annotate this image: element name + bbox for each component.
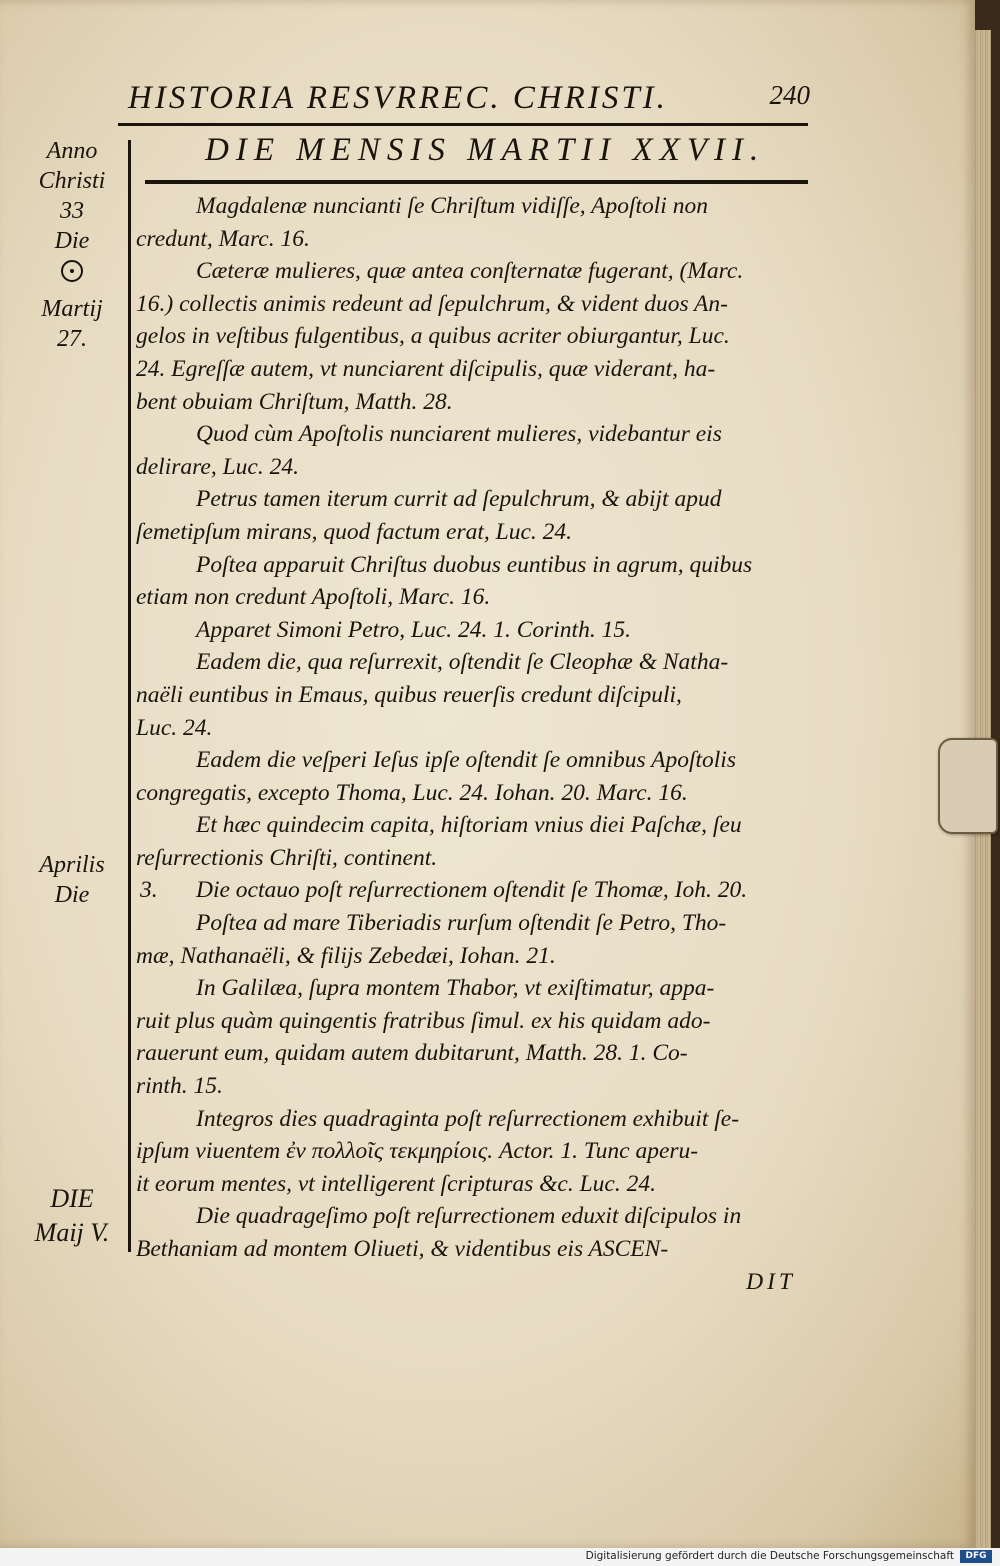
text-line: Die octauo poſt reſurrectionem oſtendit ſe Thomæ, Ioh. 20. — [196, 877, 748, 904]
text-line: Magdalenæ nuncianti ſe Chriſtum vidiſſe, Apoſtoli non — [196, 193, 708, 219]
margin-line: Die — [54, 882, 90, 908]
line-number: 3. — [140, 877, 158, 904]
text-line: congregatis, excepto Thoma, Luc. 24. Iohan. 20. Marc. 16. — [136, 779, 688, 806]
digitization-credit: Digitalisierung gefördert durch die Deutsche Forschungsgemeinschaft — [585, 1550, 954, 1562]
margin-line: Die — [54, 228, 90, 254]
page-header — [120, 78, 810, 122]
section-rule — [145, 180, 808, 184]
margin-rule — [128, 140, 131, 1252]
header-rule — [118, 123, 808, 126]
margin-line: Maij V. — [34, 1218, 110, 1247]
text-line: Die quadrageſimo poſt reſurrectionem eduxit diſcipulos in — [196, 1203, 742, 1230]
text-line: 16.) collectis animis redeunt ad ſepulchrum, & vident duos An- — [136, 290, 728, 317]
text-line: credunt, Marc. 16. — [136, 225, 310, 252]
text-line: reſurrectionis Chriſti, continent. — [136, 844, 438, 871]
bookmark-tab — [938, 738, 998, 834]
text-line: Integros dies quadraginta poſt reſurrectionem exhibuit ſe- — [196, 1105, 740, 1132]
margin-line: Christi — [38, 168, 106, 194]
catchword: DIT — [746, 1268, 796, 1295]
dfg-logo: DFG — [960, 1550, 992, 1563]
margin-line: Martij — [41, 296, 103, 322]
body-text — [136, 190, 808, 1298]
text-line: Petrus tamen iterum currit ad ſepulchrum, & abijt apud — [196, 486, 722, 513]
text-line: ſemetipſum mirans, quod factum erat, Luc. 24. — [136, 518, 573, 545]
margin-line: 27. — [57, 326, 87, 352]
text-line: Luc. 24. — [136, 714, 213, 741]
text-line: Cæteræ mulieres, quæ antea conſternatæ fugerant, (Marc. — [196, 258, 744, 285]
sun-symbol-icon — [61, 260, 83, 282]
text-line: bent obuiam Chriſtum, Matth. 28. — [136, 388, 453, 415]
text-line: ipſum viuentem ἐν πολλοῖς τεκμηρίοις. Actor. 1. Tunc aperu- — [136, 1138, 699, 1165]
text-line: Quod cùm Apoſtolis nunciarent mulieres, videbantur eis — [196, 421, 722, 448]
text-line: Poſtea apparuit Chriſtus duobus euntibus in agrum, quibus — [196, 551, 753, 578]
text-line: rinth. 15. — [136, 1073, 223, 1100]
text-line: Poſtea ad mare Tiberiadis rurſum oſtendit ſe Petro, Tho- — [196, 910, 727, 937]
text-line: Apparet Simoni Petro, Luc. 24. 1. Corinth. 15. — [196, 616, 631, 643]
text-line: delirare, Luc. 24. — [136, 453, 299, 480]
margin-line: Anno — [46, 138, 98, 164]
page-number: 240 — [769, 80, 810, 110]
margin-line: DIE — [50, 1184, 94, 1213]
text-line: rauerunt eum, quidam autem dubitarunt, Matth. 28. 1. Co- — [136, 1040, 688, 1067]
text-line: In Galilæa, ſupra montem Thabor, vt exiſtimatur, appa- — [196, 975, 715, 1002]
text-line: naëli euntibus in Emaus, quibus reuerſis credunt diſcipuli, — [136, 681, 682, 708]
text-line: etiam non credunt Apoſtoli, Marc. 16. — [136, 584, 491, 611]
running-title: HISTORIA RESVRREC. CHRISTI. — [128, 80, 668, 116]
margin-line: Aprilis — [39, 852, 105, 878]
text-line: 24. Egreſſæ autem, vt nunciarent diſcipulis, quæ viderant, ha- — [136, 355, 716, 382]
margin-note-april — [22, 850, 122, 910]
text-line: Eadem die, qua reſurrexit, oſtendit ſe Cleophæ & Natha- — [196, 649, 729, 676]
text-line: it eorum mentes, vt intelligerent ſcripturas &c. Luc. 24. — [136, 1170, 656, 1197]
text-line: Eadem die veſperi Ieſus ipſe oſtendit ſe omnibus Apoſtolis — [196, 747, 736, 774]
margin-note-date — [22, 136, 122, 354]
margin-note-may — [22, 1182, 122, 1250]
text-line: Bethaniam ad montem Oliueti, & videntibus eis ASCEN- — [136, 1236, 669, 1262]
text-line: ruit plus quàm quingentis fratribus ſimul. ex his quidam ado- — [136, 1007, 711, 1034]
text-line: Et hæc quindecim capita, hiſtoriam vnius diei Paſchæ, ſeu — [196, 812, 742, 839]
text-line: gelos in veſtibus fulgentibus, a quibus acriter obiurgantur, Luc. — [136, 323, 730, 350]
text-line: mæ, Nathanaëli, & filijs Zebedæi, Iohan. 21. — [136, 942, 556, 969]
margin-line: 33 — [60, 198, 84, 224]
section-title: DIE MENSIS MARTII XXVII. — [205, 132, 766, 168]
